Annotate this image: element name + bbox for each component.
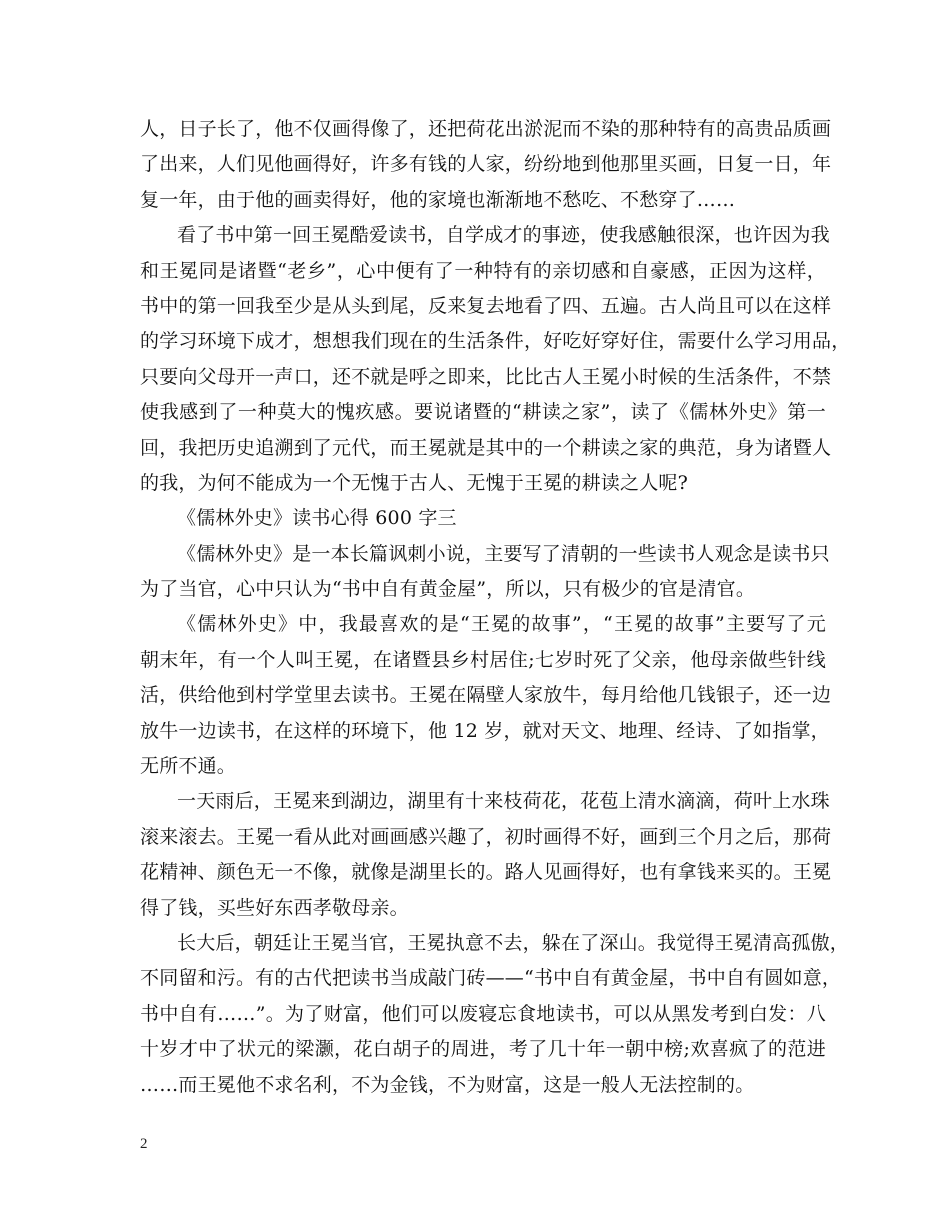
- text-line: 《儒林外史》中，我最喜欢的是“王冕的故事”，“王冕的故事”主要写了元: [177, 613, 826, 636]
- text-line: 的我，为何不能成为一个无愧于古人、无愧于王冕的耕读之人呢?: [140, 471, 688, 494]
- text-line: 活，供给他到村学堂里去读书。王冕在隔壁人家放牛，每月给他几钱银子，还一边: [140, 684, 832, 707]
- page-number: 2: [140, 1136, 148, 1152]
- text-line: 书中的第一回我至少是从头到尾，反来复去地看了四、五遍。古人尚且可以在这样: [140, 294, 832, 317]
- text-line: 滚来滚去。王冕一看从此对画画感兴趣了，初时画得不好，画到三个月之后，那荷: [140, 825, 832, 848]
- text-line: 无所不通。: [140, 755, 237, 778]
- text-line: 为了当官，心中只认为“书中自有黄金屋”，所以，只有极少的官是清官。: [140, 578, 756, 601]
- text-line: 回，我把历史追溯到了元代，而王冕就是其中的一个耕读之家的典范，身为诸暨人: [140, 436, 832, 459]
- text-line: 只要向父母开一声口，还不就是呼之即来，比比古人王冕小时候的生活条件，不禁: [140, 365, 832, 388]
- text-line: 复一年，由于他的画卖得好，他的家境也渐渐地不愁吃、不愁穿了……: [140, 188, 736, 211]
- text-line: 朝末年，有一个人叫王冕，在诸暨县乡村居住;七岁时死了父亲，他母亲做些针线: [140, 648, 826, 671]
- text-line: 一天雨后，王冕来到湖边，湖里有十来枝荷花，花苞上清水滴滴，荷叶上水珠: [177, 790, 830, 813]
- text-line: 长大后，朝廷让王冕当官，王冕执意不去，躲在了深山。我觉得王冕清高孤傲，: [177, 931, 850, 954]
- text-line: 《儒林外史》是一本长篇讽刺小说，主要写了清朝的一些读书人观念是读书只: [177, 542, 830, 565]
- text-line: 和王冕同是诸暨“老乡”，心中便有了一种特有的亲切感和自豪感，正因为这样，: [140, 259, 826, 282]
- text-line: 书中自有……”。为了财富，他们可以废寝忘食地读书，可以从黑发考到白发：八: [140, 1002, 826, 1025]
- text-line: 得了钱，买些好东西孝敬母亲。: [140, 896, 409, 919]
- text-line: ……而王冕他不求名利，不为金钱，不为财富，这是一般人无法控制的。: [140, 1073, 755, 1096]
- document-body: [140, 112, 851, 1103]
- text-line: 的学习环境下成才，想想我们现在的生活条件，好吃好穿好住，需要什么学习用品，: [140, 330, 851, 353]
- text-line: 不同留和污。有的古代把读书当成敲门砖——“书中自有黄金屋，书中自有圆如意，: [140, 967, 842, 990]
- text-line: 人，日子长了，他不仅画得像了，还把荷花出淤泥而不染的那种特有的高贵品质画: [140, 118, 832, 140]
- text-line: 了出来，人们见他画得好，许多有钱的人家，纷纷地到他那里买画，日复一日，年: [140, 153, 832, 176]
- text-line: 看了书中第一回王冕酷爱读书，自学成才的事迹，使我感触很深，也许因为我: [177, 224, 830, 247]
- text-line: 十岁才中了状元的梁灏，花白胡子的周进，考了几十年一朝中榜;欢喜疯了的范进: [140, 1038, 826, 1061]
- text-line: 使我感到了一种莫大的愧疚感。要说诸暨的“耕读之家”，读了《儒林外史》第一: [140, 401, 826, 424]
- text-line: 《儒林外史》读书心得 600 字三: [177, 507, 457, 530]
- text-line: 花精神、颜色无一不像，就像是湖里长的。路人见画得好，也有拿钱来买的。王冕: [140, 861, 832, 884]
- text-line: 放牛一边读书，在这样的环境下，他 12 岁，就对天文、地理、经诗、了如指掌，: [140, 719, 830, 742]
